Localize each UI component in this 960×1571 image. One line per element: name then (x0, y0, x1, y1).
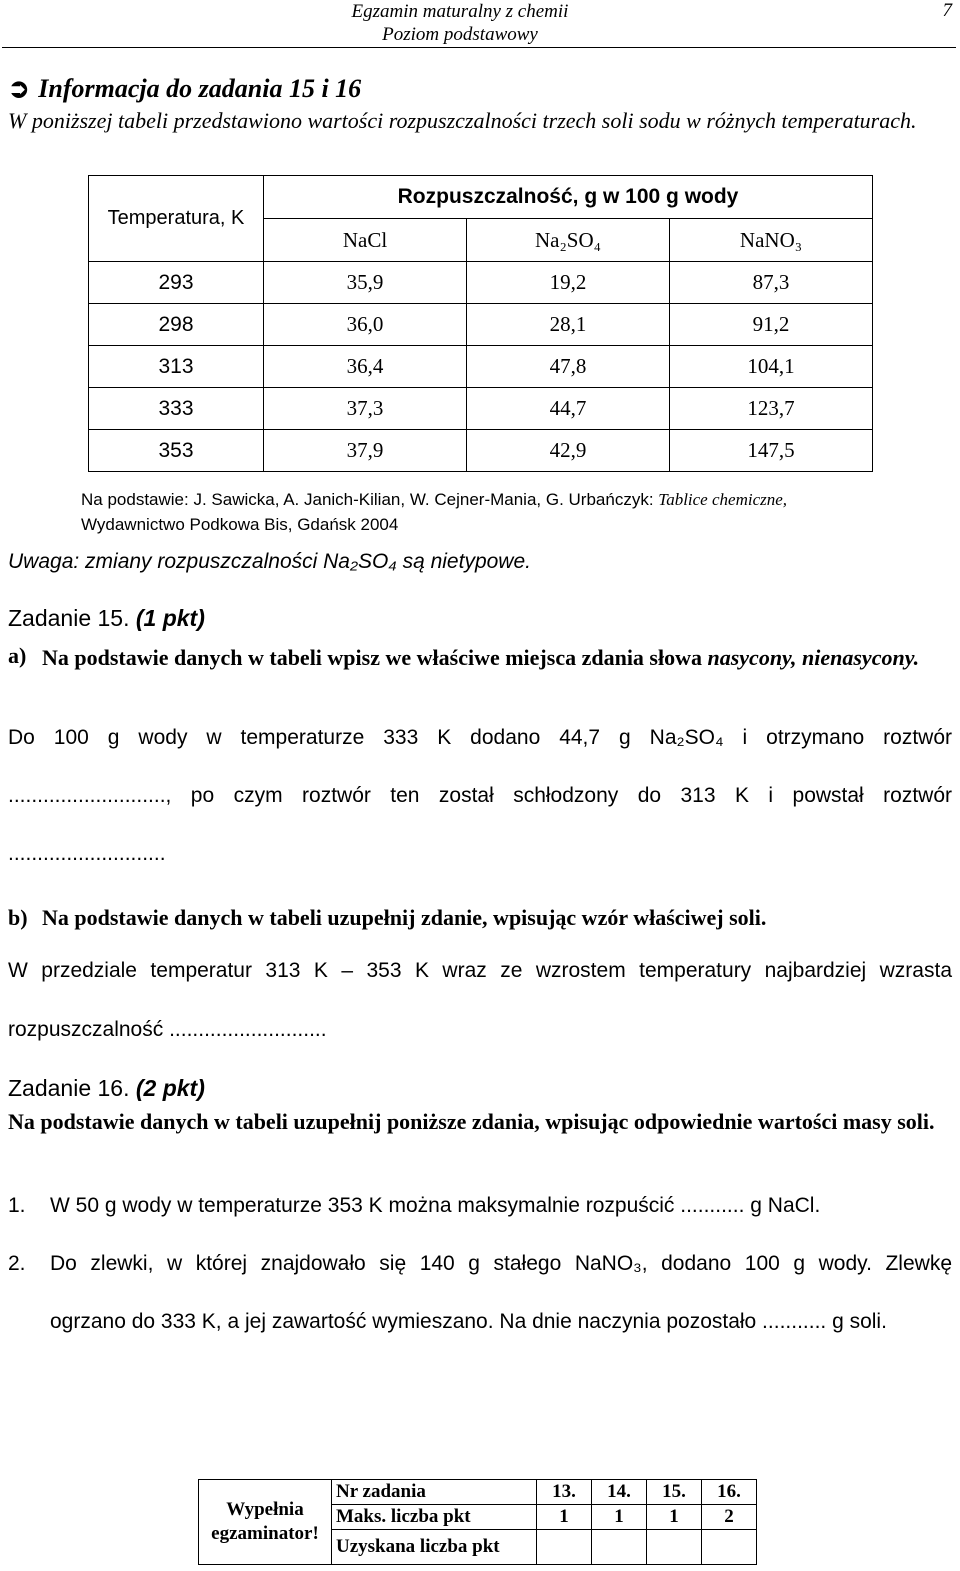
value-cell: 147,5 (670, 430, 873, 472)
solubility-table (88, 175, 873, 472)
task-number-cell: 14. (592, 1480, 647, 1505)
obtained-points-cell[interactable] (537, 1530, 592, 1565)
source-citation (81, 487, 787, 537)
note-text: Uwaga: zmiany rozpuszczalności Na₂SO₄ są nietypowe. (8, 550, 531, 573)
source-publisher: Wydawnictwo Podkowa Bis, Gdańsk 2004 (81, 515, 399, 534)
task15a-instruction: Na podstawie danych w tabeli wpisz we właściwe miejsca zdania słowa nasycony, nienasycony. (42, 645, 920, 670)
task15b-label: b) (8, 905, 28, 930)
task16-item2-number: 2. (8, 1252, 26, 1275)
salt-header: NaNO₃ (670, 219, 873, 262)
arrow-icon: ➲ (8, 74, 30, 103)
max-points-cell: 1 (537, 1505, 592, 1530)
task16-item2-line2[interactable]: ogrzano do 333 K, a jej zawartość wymieszano. Na dnie naczynia pozostało ........... g soli. (50, 1310, 887, 1333)
task16-item1-number: 1. (8, 1194, 26, 1217)
task15b-line1: W przedziale temperatur 313 K – 353 K wraz ze wzrostem temperatury najbardziej wzrasta (8, 959, 952, 982)
word-saturated: nasycony, (707, 645, 797, 670)
value-cell: 37,9 (264, 430, 467, 472)
task16-item2-line1: Do zlewki, w której znajdowało się 140 g stałego NaNO₃, dodano 100 g wody. Zlewkę (50, 1252, 952, 1275)
value-cell: 42,9 (467, 430, 670, 472)
score-table (198, 1479, 757, 1565)
info-text: W poniższej tabeli przedstawiono wartości rozpuszczalności trzech soli sodu w różnych temperaturach. (8, 108, 917, 133)
max-points-cell: 1 (592, 1505, 647, 1530)
page-header (0, 0, 920, 46)
value-cell: 36,0 (264, 304, 467, 346)
temperature-cell: 293 (89, 262, 264, 304)
table-row (89, 346, 873, 388)
header-divider (2, 47, 956, 48)
table-row (89, 430, 873, 472)
task15a-line2: ..........................., po czym roztwór ten został schłodzony do 313 K i powstał roztwór (8, 784, 952, 807)
word-unsaturated: nienasycony. (802, 645, 920, 670)
task15b-instruction: Na podstawie danych w tabeli uzupełnij zdanie, wpisując wzór właściwej soli. (42, 905, 767, 930)
value-cell: 37,3 (264, 388, 467, 430)
task16-instruction: Na podstawie danych w tabeli uzupełnij poniższe zdania, wpisując odpowiednie wartości masy soli. (8, 1109, 935, 1134)
value-cell: 87,3 (670, 262, 873, 304)
table-row (89, 262, 873, 304)
table-row (89, 304, 873, 346)
salt-header: NaCl (264, 219, 467, 262)
value-cell: 19,2 (467, 262, 670, 304)
obtained-points-cell[interactable] (702, 1530, 757, 1565)
task15-title: Zadanie 15. (8, 605, 130, 631)
temperature-cell: 298 (89, 304, 264, 346)
task15a-label: a) (8, 643, 27, 668)
info-heading (8, 74, 361, 104)
header-level: Poziom podstawowy (382, 24, 538, 45)
value-cell: 35,9 (264, 262, 467, 304)
value-cell: 47,8 (467, 346, 670, 388)
source-authors: Na podstawie: J. Sawicka, A. Janich-Kilian, W. Cejner-Mania, G. Urbańczyk: (81, 490, 654, 509)
task15a-line1: Do 100 g wody w temperaturze 333 K dodano 44,7 g Na₂SO₄ i otrzymano roztwór (8, 726, 952, 749)
max-points-cell: 2 (702, 1505, 757, 1530)
value-cell: 28,1 (467, 304, 670, 346)
value-cell: 36,4 (264, 346, 467, 388)
header-exam-title: Egzamin maturalny z chemii (351, 1, 569, 22)
value-cell: 104,1 (670, 346, 873, 388)
row-label-task-number: Nr zadania (332, 1480, 537, 1505)
task-number-cell: 15. (647, 1480, 702, 1505)
salt-header: Na₂SO₄ (467, 219, 670, 262)
task15b-line2[interactable]: rozpuszczalność ........................... (8, 1018, 327, 1041)
obtained-points-cell[interactable] (592, 1530, 647, 1565)
value-cell: 123,7 (670, 388, 873, 430)
solubility-header: Rozpuszczalność, g w 100 g wody (264, 176, 873, 219)
task15-points: (1 pkt) (135, 605, 205, 631)
task16-points: (2 pkt) (135, 1075, 205, 1101)
obtained-points-cell[interactable] (647, 1530, 702, 1565)
task16-heading (8, 1075, 205, 1102)
value-cell: 44,7 (467, 388, 670, 430)
task-number-cell: 16. (702, 1480, 757, 1505)
page-number: 7 (942, 0, 952, 21)
row-label-obtained-points: Uzyskana liczba pkt (332, 1530, 537, 1565)
max-points-cell: 1 (647, 1505, 702, 1530)
table-row (89, 388, 873, 430)
info-title: Informacja do zadania 15 i 16 (38, 74, 362, 103)
examiner-fill-label: Wypełnia egzaminator! (199, 1480, 332, 1565)
task-number-cell: 13. (537, 1480, 592, 1505)
temperature-cell: 353 (89, 430, 264, 472)
row-label-max-points: Maks. liczba pkt (332, 1505, 537, 1530)
source-book: Tablice chemiczne, (658, 490, 788, 509)
temperature-header: Temperatura, K (89, 176, 264, 262)
task15a-answer-blank[interactable]: ........................... (8, 842, 166, 865)
task15-heading (8, 605, 205, 632)
task16-title: Zadanie 16. (8, 1075, 130, 1101)
value-cell: 91,2 (670, 304, 873, 346)
temperature-cell: 333 (89, 388, 264, 430)
task16-item1-text[interactable]: W 50 g wody w temperaturze 353 K można maksymalnie rozpuścić ........... g NaCl. (50, 1194, 821, 1217)
temperature-cell: 313 (89, 346, 264, 388)
